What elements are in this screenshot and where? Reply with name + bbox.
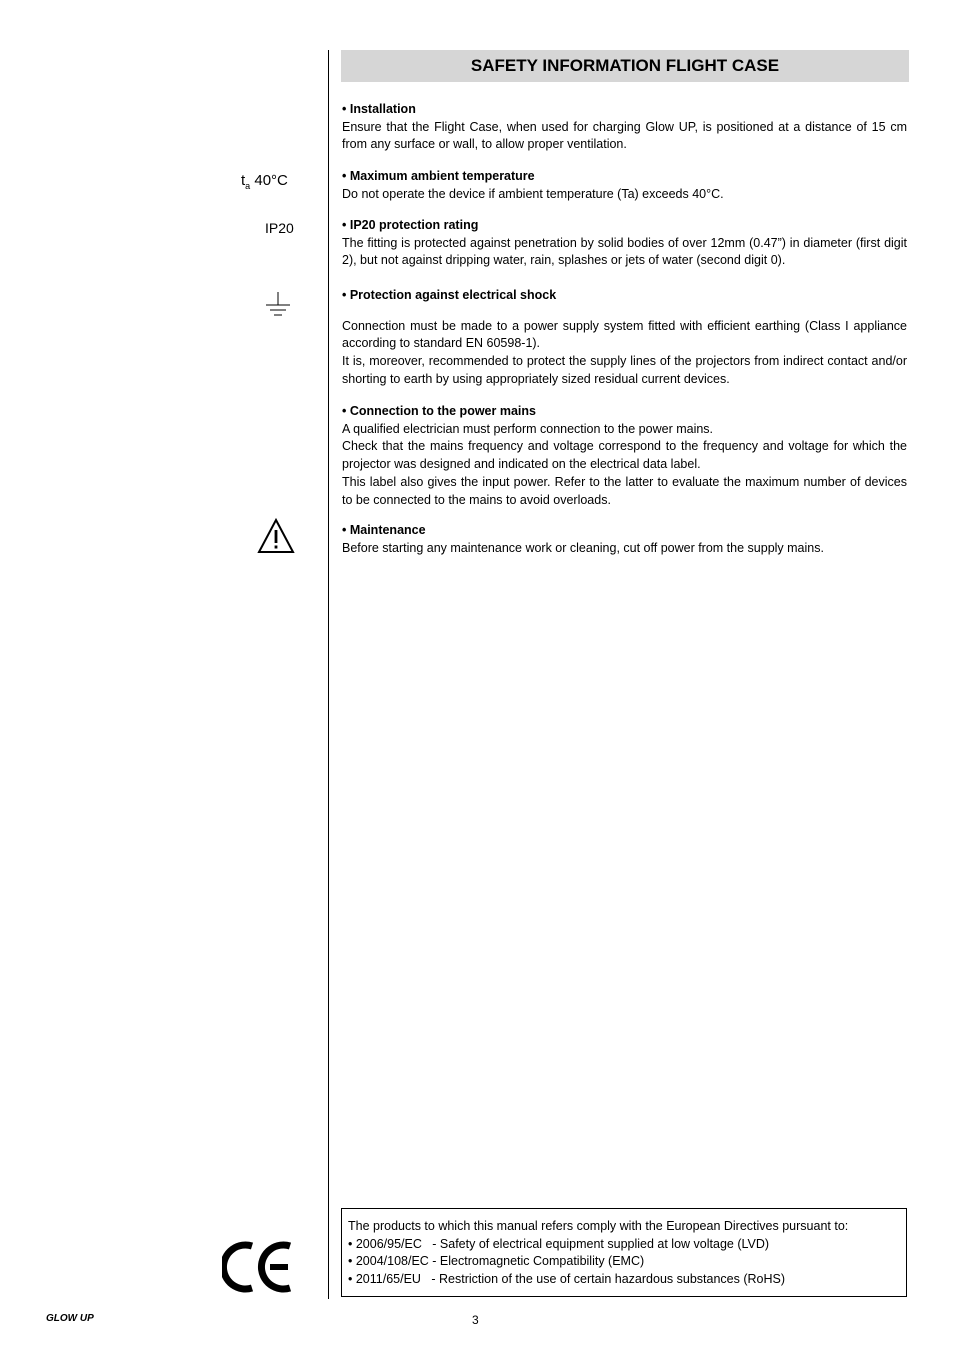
footer-product-name: GLOW UP (46, 1313, 94, 1324)
section-power-mains (342, 403, 907, 509)
ce-mark-icon (222, 1240, 294, 1294)
section-text: Check that the mains frequency and voltage correspond to the frequency and voltage for which the projector was designed and indicated on the electrical data label. (342, 439, 907, 472)
warning-triangle-icon (257, 518, 295, 554)
section-text: This label also gives the input power. Refer to the latter to evaluate the maximum number of devices to be connected to the mains to avoid overloads. (342, 474, 907, 507)
compliance-intro: The products to which this manual refers comply with the European Directives pursuant to: (348, 1219, 849, 1233)
page-number: 3 (472, 1313, 479, 1327)
page-title: SAFETY INFORMATION FLIGHT CASE (341, 50, 909, 82)
section-text: Ensure that the Flight Case, when used for charging Glow UP, is positioned at a distance of 15 cm from any surface or wall, to allow proper ventilation. (342, 119, 907, 152)
section-electrical-shock (342, 287, 907, 389)
ambient-temperature-symbol: $t_a$ 40°C (241, 172, 288, 191)
section-text: The fitting is protected against penetration by solid bodies of over 12mm (0.47”) in diameter (first digit 2), but not against dripping water, rain, splashes or jets of water (second digit 0). (342, 235, 907, 268)
section-max-temperature (342, 168, 907, 203)
section-text: Connection must be made to a power supply system fitted with efficient earthing (Class I appliance according to standard EN 60598-1). (342, 318, 907, 351)
compliance-item: • 2011/65/EU - Restriction of the use of certain hazardous substances (RoHS) (348, 1271, 785, 1286)
ip-rating-symbol: IP20 (265, 220, 294, 236)
section-installation (342, 101, 907, 154)
margin-divider (328, 50, 329, 1299)
section-heading: • Maintenance (342, 523, 426, 537)
compliance-box (341, 1208, 907, 1297)
compliance-item: • 2006/95/EC - Safety of electrical equipment supplied at low voltage (LVD) (348, 1236, 770, 1251)
section-ip20 (342, 217, 907, 270)
section-text: A qualified electrician must perform connection to the power mains. (342, 421, 714, 436)
section-text: It is, moreover, recommended to protect the supply lines of the projectors from indirect contact and/or shorting to earth by using appropriately sized residual current devices. (342, 354, 907, 386)
section-text: Do not operate the device if ambient temperature (Ta) exceeds 40°C. (342, 186, 724, 201)
section-text: Before starting any maintenance work or cleaning, cut off power from the supply mains. (342, 540, 824, 555)
compliance-item: • 2004/108/EC - Electromagnetic Compatibility (EMC) (348, 1254, 645, 1269)
section-heading: • IP20 protection rating (342, 218, 479, 232)
section-heading: • Maximum ambient temperature (342, 169, 535, 183)
section-maintenance (342, 522, 907, 557)
section-heading: • Connection to the power mains (342, 404, 536, 418)
section-heading: • Protection against electrical shock (342, 288, 557, 302)
earth-ground-icon (266, 292, 290, 318)
section-heading: • Installation (342, 102, 416, 116)
